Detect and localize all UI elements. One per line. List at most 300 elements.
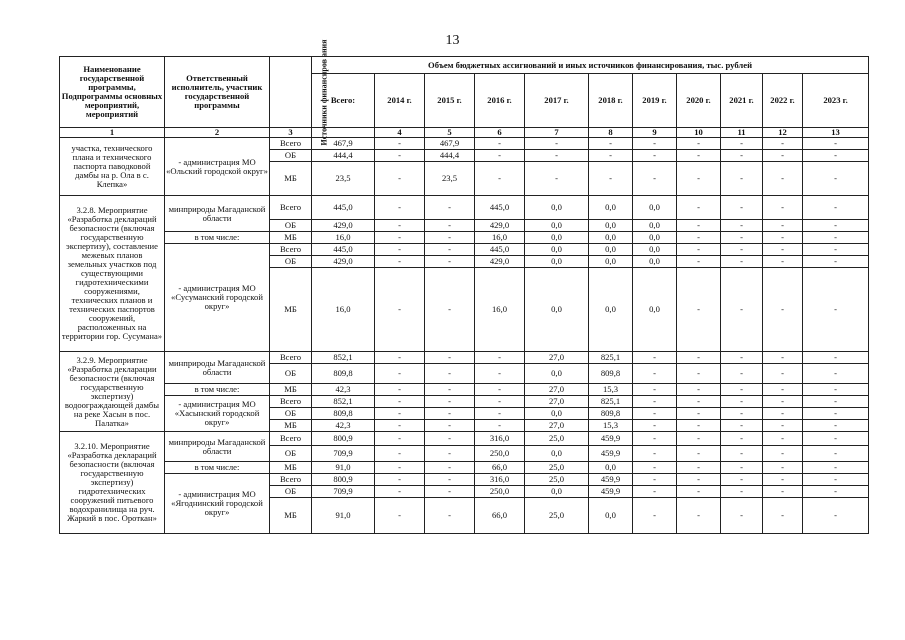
- year-value: -: [633, 352, 677, 364]
- year-value: -: [633, 462, 677, 474]
- year-value: -: [803, 432, 869, 446]
- year-value: -: [475, 162, 525, 196]
- year-value: 27,0: [525, 352, 589, 364]
- year-value: -: [425, 352, 475, 364]
- year-value: 0,0: [525, 364, 589, 384]
- year-value: -: [425, 384, 475, 396]
- year-value: 0,0: [525, 244, 589, 256]
- total-value: 467,9: [312, 138, 375, 150]
- funding-source: МБ: [270, 268, 312, 352]
- year-value: -: [763, 384, 803, 396]
- year-value: 0,0: [525, 446, 589, 462]
- year-value: -: [425, 420, 475, 432]
- header-column-number: 4: [375, 128, 425, 138]
- year-value: 459,9: [589, 474, 633, 486]
- year-value: -: [677, 432, 721, 446]
- header-column-number: 8: [589, 128, 633, 138]
- year-value: 459,9: [589, 446, 633, 462]
- year-value: -: [633, 408, 677, 420]
- page-number: 13: [445, 33, 460, 48]
- year-value: 0,0: [525, 408, 589, 420]
- year-value: -: [589, 138, 633, 150]
- year-value: -: [677, 138, 721, 150]
- funding-source: Всего: [270, 432, 312, 446]
- year-value: -: [677, 486, 721, 498]
- year-value: -: [425, 220, 475, 232]
- year-value: -: [375, 446, 425, 462]
- header-year: 2021 г.: [721, 74, 763, 128]
- header-column-number: 10: [677, 128, 721, 138]
- year-value: -: [803, 196, 869, 220]
- year-value: -: [721, 462, 763, 474]
- year-value: -: [763, 486, 803, 498]
- year-value: -: [525, 138, 589, 150]
- year-value: -: [803, 244, 869, 256]
- year-value: 0,0: [633, 244, 677, 256]
- funding-source: ОБ: [270, 256, 312, 268]
- year-value: -: [721, 486, 763, 498]
- year-value: -: [475, 364, 525, 384]
- year-value: 316,0: [475, 474, 525, 486]
- year-value: -: [375, 352, 425, 364]
- year-value: -: [803, 474, 869, 486]
- year-value: -: [721, 396, 763, 408]
- funding-source: Всего: [270, 196, 312, 220]
- year-value: -: [763, 364, 803, 384]
- year-value: 445,0: [475, 196, 525, 220]
- year-value: -: [803, 486, 869, 498]
- year-value: -: [763, 256, 803, 268]
- table-row: [60, 474, 869, 486]
- year-value: -: [803, 220, 869, 232]
- year-value: -: [375, 150, 425, 162]
- year-value: 0,0: [589, 268, 633, 352]
- year-value: -: [425, 462, 475, 474]
- year-value: -: [763, 244, 803, 256]
- year-value: 66,0: [475, 498, 525, 534]
- year-value: 0,0: [633, 268, 677, 352]
- total-value: 445,0: [312, 244, 375, 256]
- year-value: -: [375, 256, 425, 268]
- year-value: -: [589, 150, 633, 162]
- year-value: -: [721, 268, 763, 352]
- year-value: -: [721, 432, 763, 446]
- year-value: -: [677, 232, 721, 244]
- total-value: 809,8: [312, 408, 375, 420]
- year-value: -: [763, 408, 803, 420]
- year-value: 27,0: [525, 396, 589, 408]
- funding-source: ОБ: [270, 220, 312, 232]
- year-value: -: [677, 462, 721, 474]
- year-value: 25,0: [525, 462, 589, 474]
- year-value: -: [425, 232, 475, 244]
- header-total: Всего:: [312, 74, 375, 128]
- year-value: 0,0: [589, 232, 633, 244]
- header-column-number: 5: [425, 128, 475, 138]
- year-value: -: [425, 396, 475, 408]
- year-value: -: [425, 408, 475, 420]
- year-value: -: [677, 396, 721, 408]
- year-value: -: [677, 420, 721, 432]
- year-value: -: [677, 352, 721, 364]
- funding-source: ОБ: [270, 364, 312, 384]
- total-value: 23,5: [312, 162, 375, 196]
- total-value: 444,4: [312, 150, 375, 162]
- year-value: 0,0: [589, 196, 633, 220]
- funding-source: МБ: [270, 462, 312, 474]
- table-row: [60, 384, 869, 396]
- total-value: 42,3: [312, 420, 375, 432]
- year-value: -: [589, 162, 633, 196]
- year-value: -: [633, 364, 677, 384]
- responsible-executor: минприроды Магаданской области: [165, 352, 270, 384]
- year-value: -: [633, 446, 677, 462]
- year-value: -: [425, 432, 475, 446]
- year-value: -: [677, 162, 721, 196]
- year-value: 15,3: [589, 420, 633, 432]
- activity-name: 3.2.10. Мероприятие «Разработка деклараций безопасности (включая государственную экспертизу) гидротехнических сооружений питьевого водохранилища на руч. Жаркий в пос. Ороткан»: [60, 432, 165, 534]
- year-value: 0,0: [633, 196, 677, 220]
- year-value: -: [721, 196, 763, 220]
- year-value: -: [677, 384, 721, 396]
- funding-source: МБ: [270, 420, 312, 432]
- year-value: -: [425, 268, 475, 352]
- year-value: -: [425, 256, 475, 268]
- funding-source: ОБ: [270, 150, 312, 162]
- responsible-participant: - администрация МО «Сусуманский городской округ»: [165, 244, 270, 352]
- year-value: -: [721, 474, 763, 486]
- year-value: -: [525, 150, 589, 162]
- total-value: 42,3: [312, 384, 375, 396]
- year-value: 809,8: [589, 408, 633, 420]
- funding-source: Всего: [270, 396, 312, 408]
- year-value: -: [425, 474, 475, 486]
- year-value: -: [721, 384, 763, 396]
- total-value: 16,0: [312, 232, 375, 244]
- year-value: -: [375, 220, 425, 232]
- year-value: 445,0: [475, 244, 525, 256]
- year-value: -: [375, 244, 425, 256]
- activity-name: 3.2.8. Мероприятие «Разработка деклараций безопасности (включая государственную экспертизу), составление межевых планов земельных участков под существующими гидротехническими сооружениями, технических планов и технических паспортов сооружений, расположенных на территории гор. Сусумана»: [60, 196, 165, 352]
- funding-source: ОБ: [270, 486, 312, 498]
- year-value: 0,0: [589, 220, 633, 232]
- year-value: -: [803, 408, 869, 420]
- year-value: -: [375, 384, 425, 396]
- year-value: 467,9: [425, 138, 475, 150]
- year-value: -: [475, 396, 525, 408]
- total-value: 709,9: [312, 486, 375, 498]
- table-row: [60, 396, 869, 408]
- year-value: -: [525, 162, 589, 196]
- year-value: -: [633, 162, 677, 196]
- year-value: -: [633, 498, 677, 534]
- year-value: -: [677, 268, 721, 352]
- year-value: -: [375, 138, 425, 150]
- year-value: -: [425, 244, 475, 256]
- year-value: -: [803, 364, 869, 384]
- header-year: 2017 г.: [525, 74, 589, 128]
- year-value: -: [475, 352, 525, 364]
- year-value: -: [763, 462, 803, 474]
- year-value: -: [677, 244, 721, 256]
- year-value: -: [475, 138, 525, 150]
- year-value: -: [763, 498, 803, 534]
- table-row: [60, 138, 869, 150]
- funding-source: Всего: [270, 138, 312, 150]
- year-value: -: [633, 486, 677, 498]
- year-value: -: [721, 446, 763, 462]
- header-column-number: 2: [165, 128, 270, 138]
- year-value: -: [721, 352, 763, 364]
- year-value: -: [721, 220, 763, 232]
- year-value: 0,0: [589, 256, 633, 268]
- year-value: -: [803, 446, 869, 462]
- year-value: -: [721, 420, 763, 432]
- responsible-sub-label: в том числе:: [165, 232, 270, 244]
- total-value: 91,0: [312, 462, 375, 474]
- table-row: [60, 352, 869, 364]
- year-value: -: [803, 420, 869, 432]
- year-value: -: [677, 196, 721, 220]
- year-value: 0,0: [589, 244, 633, 256]
- funding-source: Всего: [270, 352, 312, 364]
- year-value: -: [475, 420, 525, 432]
- total-value: 809,8: [312, 364, 375, 384]
- year-value: -: [633, 420, 677, 432]
- header-column-number: 7: [525, 128, 589, 138]
- year-value: -: [763, 150, 803, 162]
- year-value: -: [375, 232, 425, 244]
- header-year: 2015 г.: [425, 74, 475, 128]
- year-value: -: [763, 138, 803, 150]
- year-value: -: [803, 498, 869, 534]
- year-value: -: [425, 446, 475, 462]
- year-value: -: [803, 256, 869, 268]
- year-value: -: [633, 150, 677, 162]
- year-value: -: [721, 498, 763, 534]
- year-value: -: [375, 474, 425, 486]
- year-value: 825,1: [589, 352, 633, 364]
- year-value: -: [375, 268, 425, 352]
- year-value: -: [475, 408, 525, 420]
- year-value: -: [677, 220, 721, 232]
- year-value: -: [633, 138, 677, 150]
- activity-name: участка, технического плана и технического паспорта паводковой дамбы на р. Ола в с. Клепка»: [60, 138, 165, 196]
- year-value: 0,0: [589, 462, 633, 474]
- header-column-number: 11: [721, 128, 763, 138]
- total-value: 445,0: [312, 196, 375, 220]
- responsible-sub-label: в том числе:: [165, 384, 270, 396]
- year-value: 66,0: [475, 462, 525, 474]
- year-value: 250,0: [475, 486, 525, 498]
- year-value: 0,0: [633, 256, 677, 268]
- year-value: 0,0: [525, 268, 589, 352]
- year-value: 825,1: [589, 396, 633, 408]
- header-column-number: 3: [270, 128, 312, 138]
- year-value: -: [677, 256, 721, 268]
- responsible-participant: - администрация МО «Ягоднинский городской округ»: [165, 474, 270, 534]
- year-value: -: [677, 364, 721, 384]
- year-value: 809,8: [589, 364, 633, 384]
- year-value: -: [721, 138, 763, 150]
- year-value: 27,0: [525, 420, 589, 432]
- year-value: -: [475, 150, 525, 162]
- funding-source: ОБ: [270, 408, 312, 420]
- header-year: 2018 г.: [589, 74, 633, 128]
- year-value: -: [425, 196, 475, 220]
- funding-source: МБ: [270, 384, 312, 396]
- responsible-sub-label: в том числе:: [165, 462, 270, 474]
- funding-source: Всего: [270, 474, 312, 486]
- header-year: 2023 г.: [803, 74, 869, 128]
- header-year: 2019 г.: [633, 74, 677, 128]
- year-value: -: [425, 498, 475, 534]
- year-value: 429,0: [475, 256, 525, 268]
- year-value: -: [677, 446, 721, 462]
- year-value: -: [677, 150, 721, 162]
- header-column-number: 6: [475, 128, 525, 138]
- year-value: 0,0: [633, 220, 677, 232]
- year-value: 444,4: [425, 150, 475, 162]
- year-value: -: [763, 432, 803, 446]
- year-value: 25,0: [525, 432, 589, 446]
- activity-name: 3.2.9. Мероприятие «Разработка декларации безопасности (включая государственную экспертизу) водоограждающей дамбы на реке Хасын в пос. Палатка»: [60, 352, 165, 432]
- year-value: 15,3: [589, 384, 633, 396]
- header-year: 2022 г.: [763, 74, 803, 128]
- year-value: -: [763, 420, 803, 432]
- header-funding-title: Объем бюджетных ассигнований и иных источников финансирования, тыс. рублей: [312, 57, 869, 74]
- year-value: -: [633, 474, 677, 486]
- year-value: -: [375, 162, 425, 196]
- funding-source: Всего: [270, 244, 312, 256]
- year-value: -: [763, 396, 803, 408]
- header-year: 2020 г.: [677, 74, 721, 128]
- responsible-executor: минприроды Магаданской области: [165, 432, 270, 462]
- year-value: -: [763, 352, 803, 364]
- year-value: -: [763, 474, 803, 486]
- year-value: -: [375, 462, 425, 474]
- year-value: -: [425, 364, 475, 384]
- table-row: [60, 462, 869, 474]
- year-value: -: [803, 162, 869, 196]
- year-value: 0,0: [525, 256, 589, 268]
- table-row: [60, 196, 869, 220]
- year-value: 25,0: [525, 498, 589, 534]
- year-value: -: [425, 486, 475, 498]
- year-value: -: [677, 408, 721, 420]
- year-value: 16,0: [475, 268, 525, 352]
- year-value: 0,0: [525, 486, 589, 498]
- year-value: -: [803, 150, 869, 162]
- year-value: -: [803, 462, 869, 474]
- year-value: -: [375, 420, 425, 432]
- year-value: 16,0: [475, 232, 525, 244]
- year-value: 0,0: [525, 220, 589, 232]
- header-source: Источники финансиров ания: [270, 57, 312, 128]
- year-value: -: [633, 432, 677, 446]
- year-value: -: [803, 384, 869, 396]
- responsible-executor: - администрация МО «Ольский городской округ»: [165, 138, 270, 196]
- total-value: 852,1: [312, 396, 375, 408]
- table-row: [60, 432, 869, 446]
- year-value: -: [803, 396, 869, 408]
- year-value: -: [763, 268, 803, 352]
- year-value: -: [763, 196, 803, 220]
- year-value: 250,0: [475, 446, 525, 462]
- header-year: 2014 г.: [375, 74, 425, 128]
- header-year: 2016 г.: [475, 74, 525, 128]
- year-value: -: [375, 498, 425, 534]
- table-row: [60, 244, 869, 256]
- year-value: 429,0: [475, 220, 525, 232]
- header-column-number: 1: [60, 128, 165, 138]
- funding-source: МБ: [270, 232, 312, 244]
- year-value: -: [763, 220, 803, 232]
- year-value: -: [803, 352, 869, 364]
- header-responsible: Ответственный исполнитель, участник государственной программы: [165, 57, 270, 128]
- funding-source: МБ: [270, 498, 312, 534]
- year-value: -: [721, 162, 763, 196]
- year-value: 0,0: [633, 232, 677, 244]
- table-row: [60, 232, 869, 244]
- year-value: -: [633, 396, 677, 408]
- year-value: 0,0: [589, 498, 633, 534]
- year-value: -: [677, 498, 721, 534]
- funding-source: ОБ: [270, 446, 312, 462]
- year-value: -: [803, 232, 869, 244]
- funding-table: [59, 39, 869, 534]
- year-value: -: [375, 408, 425, 420]
- header-column-number: 13: [803, 128, 869, 138]
- header-name: Наименование государственной программы, Подпрограммы основных мероприятий, мероприятий: [60, 57, 165, 128]
- header-column-number: 12: [763, 128, 803, 138]
- year-value: -: [721, 364, 763, 384]
- total-value: 852,1: [312, 352, 375, 364]
- year-value: -: [763, 232, 803, 244]
- year-value: 459,9: [589, 486, 633, 498]
- total-value: 429,0: [312, 256, 375, 268]
- responsible-participant: - администрация МО «Хасынский городской округ»: [165, 396, 270, 432]
- year-value: 459,9: [589, 432, 633, 446]
- header-column-number: 9: [633, 128, 677, 138]
- year-value: -: [633, 384, 677, 396]
- total-value: 16,0: [312, 268, 375, 352]
- year-value: -: [763, 162, 803, 196]
- year-value: -: [721, 150, 763, 162]
- year-value: -: [721, 232, 763, 244]
- responsible-executor: минприроды Магаданской области: [165, 196, 270, 232]
- year-value: -: [375, 486, 425, 498]
- total-value: 709,9: [312, 446, 375, 462]
- year-value: -: [375, 364, 425, 384]
- year-value: -: [721, 256, 763, 268]
- year-value: -: [721, 408, 763, 420]
- year-value: -: [803, 268, 869, 352]
- year-value: 0,0: [525, 232, 589, 244]
- year-value: -: [475, 384, 525, 396]
- year-value: -: [375, 196, 425, 220]
- year-value: -: [375, 432, 425, 446]
- total-value: 800,9: [312, 474, 375, 486]
- year-value: 316,0: [475, 432, 525, 446]
- total-value: 429,0: [312, 220, 375, 232]
- year-value: -: [763, 446, 803, 462]
- year-value: -: [721, 244, 763, 256]
- year-value: 23,5: [425, 162, 475, 196]
- year-value: 25,0: [525, 474, 589, 486]
- funding-source: МБ: [270, 162, 312, 196]
- year-value: 27,0: [525, 384, 589, 396]
